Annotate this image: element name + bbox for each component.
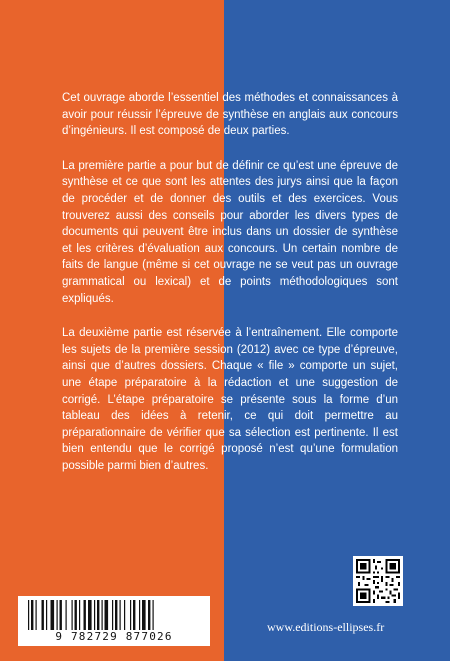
barcode-bars: [26, 600, 202, 630]
paragraph-part-two: La deuxième partie est réservée à l’entraînement. Elle comporte les sujets de la première session (2012) avec ce type d’épreuve, ainsi que d’autres dossiers. Chaque « file » comporte un sujet, une étape préparatoire à la rédaction et une suggestion de corrigé. L’étape préparatoire se présente sous la forme d’un tableau des idées à retenir, ce qui doit permettre au préparationnaire de vérifier que sa sélection est pertinente. Il est bien entendu que le corrigé proposé n’est qu’une formulation possible parmi bien d’autres.: [62, 327, 398, 472]
paragraph-part-one: La première partie a pour but de définir ce qu’est une épreuve de synthèse et ce que sont les attentes des jurys ainsi que la façon de procéder et de donner des outils et des exercices. Vous trouverez aussi des conseils pour aborder les divers types de documents qui peuvent être inclus dans un dossier de synthèse et les critères d’évaluation aux concours. Un certain nombre de faits de langue (même si cet ouvrage ne se veut pas un ouvrage grammatical ou lexical) et de points méthodologiques sont expliqués.: [62, 159, 398, 305]
back-cover-text: [62, 90, 398, 492]
barcode-number: 9 782729 877026: [55, 630, 173, 643]
isbn-barcode: [18, 596, 210, 646]
paragraph-intro: Cet ouvrage aborde l’essentiel des méthodes et connaissances à avoir pour réussir l’épreuve de synthèse en anglais aux concours d’ingénieurs. Il est composé de deux parties.: [62, 92, 398, 138]
qr-code[interactable]: [353, 556, 403, 606]
publisher-website[interactable]: www.editions-ellipses.fr: [267, 620, 385, 634]
